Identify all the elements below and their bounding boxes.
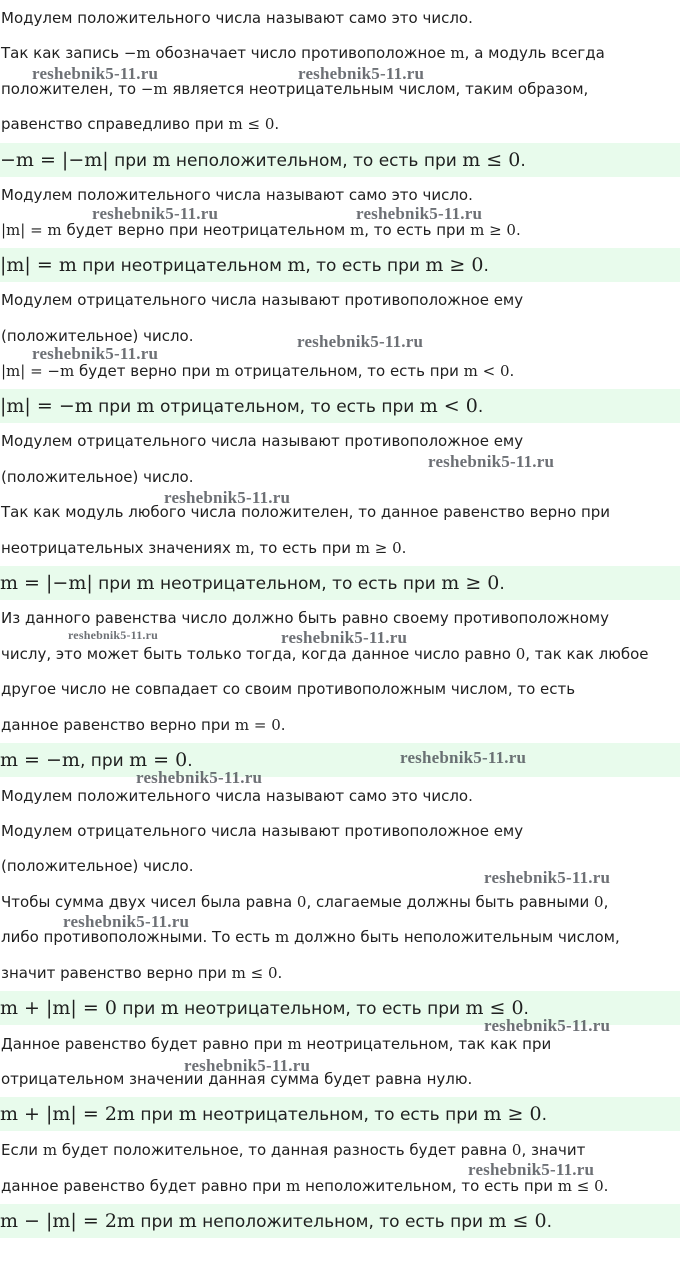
- answer-line: [0, 143, 680, 177]
- text-line: [0, 1062, 680, 1096]
- text-fragment: , так как любое: [525, 645, 649, 663]
- text-line: [0, 495, 680, 529]
- text-line: [0, 779, 680, 813]
- text-fragment: (положительное) число.: [1, 327, 194, 345]
- text-fragment: при: [134, 1105, 179, 1125]
- text-fragment: .: [477, 397, 484, 417]
- answer-line: [0, 991, 680, 1025]
- math-expression: m: [160, 997, 179, 1019]
- math-expression: |m| = −m: [1, 362, 75, 380]
- watermark: reshebnik5-11.ru: [32, 64, 159, 83]
- text-fragment: , слагаемые должны быть равными: [306, 893, 595, 911]
- text-fragment: , а модуль всегда: [464, 44, 605, 62]
- text-fragment: неположительном, то есть при: [300, 1177, 558, 1195]
- math-expression: m < 0: [463, 362, 510, 380]
- text-fragment: отрицательном, то есть при: [154, 397, 420, 417]
- text-line: [0, 1133, 680, 1167]
- watermark: reshebnik5-11.ru: [484, 1016, 611, 1035]
- watermark: reshebnik5-11.ru: [484, 868, 611, 887]
- math-expression: m ≥ 0: [441, 572, 500, 594]
- text-fragment: .: [520, 151, 526, 171]
- text-fragment: .: [280, 716, 286, 734]
- watermark: reshebnik5-11.ru: [164, 488, 291, 507]
- text-line: [0, 354, 680, 388]
- text-fragment: (положительное) число.: [1, 857, 194, 875]
- text-fragment: будет верно при неотрицательном: [61, 221, 350, 239]
- text-fragment: обозначает число противоположное: [150, 44, 451, 62]
- text-fragment: .: [187, 751, 193, 771]
- math-expression: −m = |−m|: [0, 149, 109, 171]
- math-expression: m < 0: [419, 395, 478, 417]
- math-expression: m + |m| = 2m: [0, 1103, 135, 1125]
- watermark: reshebnik5-11.ru: [184, 1056, 311, 1075]
- answer-line: [0, 1097, 680, 1131]
- text-fragment: .: [546, 1212, 552, 1232]
- text-fragment: , то есть при: [249, 539, 356, 557]
- text-line: [0, 72, 680, 106]
- text-fragment: либо противоположными. То есть: [1, 928, 275, 946]
- watermark: reshebnik5-11.ru: [428, 452, 555, 471]
- text-line: [0, 885, 680, 919]
- math-expression: 0: [296, 893, 307, 911]
- math-expression: m ≥ 0: [355, 539, 402, 557]
- text-fragment: Так как запись: [1, 44, 124, 62]
- text-fragment: является неотрицательным числом, таким образом,: [167, 80, 589, 98]
- math-expression: m: [42, 1141, 58, 1159]
- math-expression: m ≤ 0: [488, 1210, 547, 1232]
- text-line: [0, 213, 680, 247]
- text-fragment: неотрицательном, так как при: [301, 1035, 552, 1053]
- text-fragment: неотрицательном, то есть при: [154, 574, 442, 594]
- math-expression: m: [286, 1177, 301, 1195]
- math-expression: m: [349, 221, 365, 239]
- text-line: [0, 460, 680, 494]
- text-fragment: .: [483, 256, 489, 276]
- text-fragment: Модулем положительного числа называют само это число.: [1, 9, 473, 27]
- math-expression: m: [178, 1103, 197, 1125]
- text-fragment: , то есть при: [305, 256, 426, 276]
- text-fragment: отрицательном значении данная сумма будет равна нулю.: [1, 1070, 473, 1088]
- text-fragment: .: [541, 1105, 547, 1125]
- text-line: [0, 1027, 680, 1061]
- watermark: reshebnik5-11.ru: [136, 768, 263, 787]
- text-line: [0, 601, 680, 635]
- text-fragment: .: [603, 1177, 609, 1195]
- text-fragment: отрицательном, то есть при: [229, 362, 464, 380]
- math-expression: m: [450, 44, 465, 62]
- watermark: reshebnik5-11.ru: [297, 332, 424, 351]
- text-line: [0, 283, 680, 317]
- watermark: reshebnik5-11.ru: [298, 64, 425, 83]
- text-line: [0, 814, 680, 848]
- math-expression: m = 0: [129, 749, 188, 771]
- math-expression: m − |m| = 2m: [0, 1210, 135, 1232]
- watermark: reshebnik5-11.ru: [63, 912, 190, 931]
- text-fragment: Если: [1, 1141, 43, 1159]
- text-fragment: , значит: [521, 1141, 586, 1159]
- math-expression: 0: [594, 893, 604, 911]
- text-fragment: Модулем положительного числа называют само это число.: [1, 186, 473, 204]
- text-line: [0, 849, 680, 883]
- text-fragment: равенство справедливо при: [1, 115, 229, 133]
- answer-line: [0, 1204, 680, 1238]
- math-expression: m ≤ 0: [557, 1177, 604, 1195]
- text-fragment: при: [92, 574, 137, 594]
- text-fragment: данное равенство верно при: [1, 716, 235, 734]
- text-fragment: при: [116, 999, 161, 1019]
- text-line: [0, 637, 680, 671]
- math-expression: |m| = −m: [0, 395, 93, 417]
- text-line: [0, 672, 680, 706]
- math-expression: m ≥ 0: [470, 221, 516, 239]
- text-fragment: другое число не совпадает со своим противоположным числом, то есть: [1, 680, 576, 698]
- math-expression: m = −m: [0, 749, 80, 771]
- math-expression: |m| = m: [0, 254, 77, 276]
- text-line: [0, 107, 680, 141]
- answer-line: [0, 743, 680, 777]
- watermark: reshebnik5-11.ru: [281, 628, 408, 647]
- math-expression: m: [136, 395, 155, 417]
- math-expression: m: [235, 539, 250, 557]
- math-expression: m ≥ 0: [483, 1103, 542, 1125]
- math-expression: m: [215, 362, 230, 380]
- text-line: [0, 956, 680, 990]
- watermark: reshebnik5-11.ru: [32, 344, 159, 363]
- text-fragment: данное равенство будет равно при: [1, 1177, 287, 1195]
- math-expression: m: [287, 254, 306, 276]
- math-expression: m = |−m|: [0, 572, 93, 594]
- math-expression: m: [178, 1210, 197, 1232]
- text-fragment: .: [509, 362, 515, 380]
- text-line: [0, 424, 680, 458]
- watermark: reshebnik5-11.ru: [468, 1160, 595, 1179]
- text-fragment: при: [92, 397, 137, 417]
- math-expression: 0: [511, 1141, 522, 1159]
- text-fragment: при: [108, 151, 153, 171]
- text-fragment: Чтобы сумма двух чисел была равна: [1, 893, 297, 911]
- math-expression: m: [136, 572, 155, 594]
- math-expression: m ≤ 0: [465, 997, 524, 1019]
- text-fragment: значит равенство верно при: [1, 964, 232, 982]
- text-fragment: Модулем отрицательного числа называют противоположное ему: [1, 432, 524, 450]
- text-fragment: , при: [79, 751, 130, 771]
- text-fragment: .: [523, 999, 529, 1019]
- text-line: [0, 708, 680, 742]
- text-line: [0, 920, 680, 954]
- text-fragment: при: [134, 1212, 179, 1232]
- text-fragment: Из данного равенства число должно быть равно своему противоположному: [1, 609, 609, 627]
- text-fragment: неотрицательном, то есть при: [196, 1105, 484, 1125]
- text-fragment: должно быть неположительным числом,: [289, 928, 620, 946]
- text-fragment: .: [401, 539, 407, 557]
- math-expression: −m: [123, 44, 151, 62]
- text-fragment: неположительном, то есть при: [196, 1212, 489, 1232]
- text-line: [0, 178, 680, 212]
- answer-line: [0, 566, 680, 600]
- text-fragment: неотрицательных значениях: [1, 539, 236, 557]
- text-fragment: Модулем отрицательного числа называют противоположное ему: [1, 291, 524, 309]
- math-expression: |m| = m: [1, 221, 62, 239]
- text-fragment: Данное равенство будет равно при: [1, 1035, 288, 1053]
- watermark: reshebnik5-11.ru: [400, 748, 527, 767]
- text-fragment: .: [274, 115, 280, 133]
- math-expression: 0: [515, 645, 526, 663]
- text-fragment: неотрицательном, то есть при: [178, 999, 466, 1019]
- text-fragment: будет верно при: [74, 362, 216, 380]
- text-fragment: .: [499, 574, 505, 594]
- text-line: [0, 319, 680, 353]
- watermark: reshebnik5-11.ru: [92, 204, 219, 223]
- answer-line: [0, 389, 680, 423]
- text-fragment: Так как модуль любого числа положителен, то данное равенство верно при: [1, 503, 611, 521]
- math-expression: m ≤ 0: [228, 115, 275, 133]
- text-fragment: Модулем положительного числа называют само это число.: [1, 787, 473, 805]
- math-expression: m + |m| = 0: [0, 997, 117, 1019]
- text-fragment: (положительное) число.: [1, 468, 194, 486]
- text-fragment: Модулем отрицательного числа называют противоположное ему: [1, 822, 524, 840]
- text-fragment: , то есть при: [364, 221, 471, 239]
- watermark: reshebnik5-11.ru: [356, 204, 483, 223]
- text-fragment: будет положительное, то данная разность будет равна: [57, 1141, 512, 1159]
- math-expression: m: [287, 1035, 302, 1053]
- text-line: [0, 531, 680, 565]
- math-expression: m: [152, 149, 171, 171]
- text-fragment: ,: [603, 893, 609, 911]
- text-line: [0, 1, 680, 35]
- math-expression: −m: [140, 80, 168, 98]
- text-line: [0, 36, 680, 70]
- text-line: [0, 1169, 680, 1203]
- text-fragment: положителен, то: [1, 80, 141, 98]
- math-expression: m ≤ 0: [231, 964, 278, 982]
- text-fragment: числу, это может быть только тогда, когда данное число равно: [1, 645, 516, 663]
- watermark: reshebnik5-11.ru: [68, 628, 158, 642]
- math-expression: m = 0: [234, 716, 281, 734]
- text-fragment: при неотрицательном: [76, 256, 288, 276]
- text-fragment: .: [515, 221, 521, 239]
- math-expression: m ≥ 0: [425, 254, 484, 276]
- text-fragment: .: [277, 964, 283, 982]
- math-expression: m ≤ 0: [462, 149, 521, 171]
- text-fragment: неположительном, то есть при: [170, 151, 463, 171]
- math-expression: m: [274, 928, 290, 946]
- answer-line: [0, 248, 680, 282]
